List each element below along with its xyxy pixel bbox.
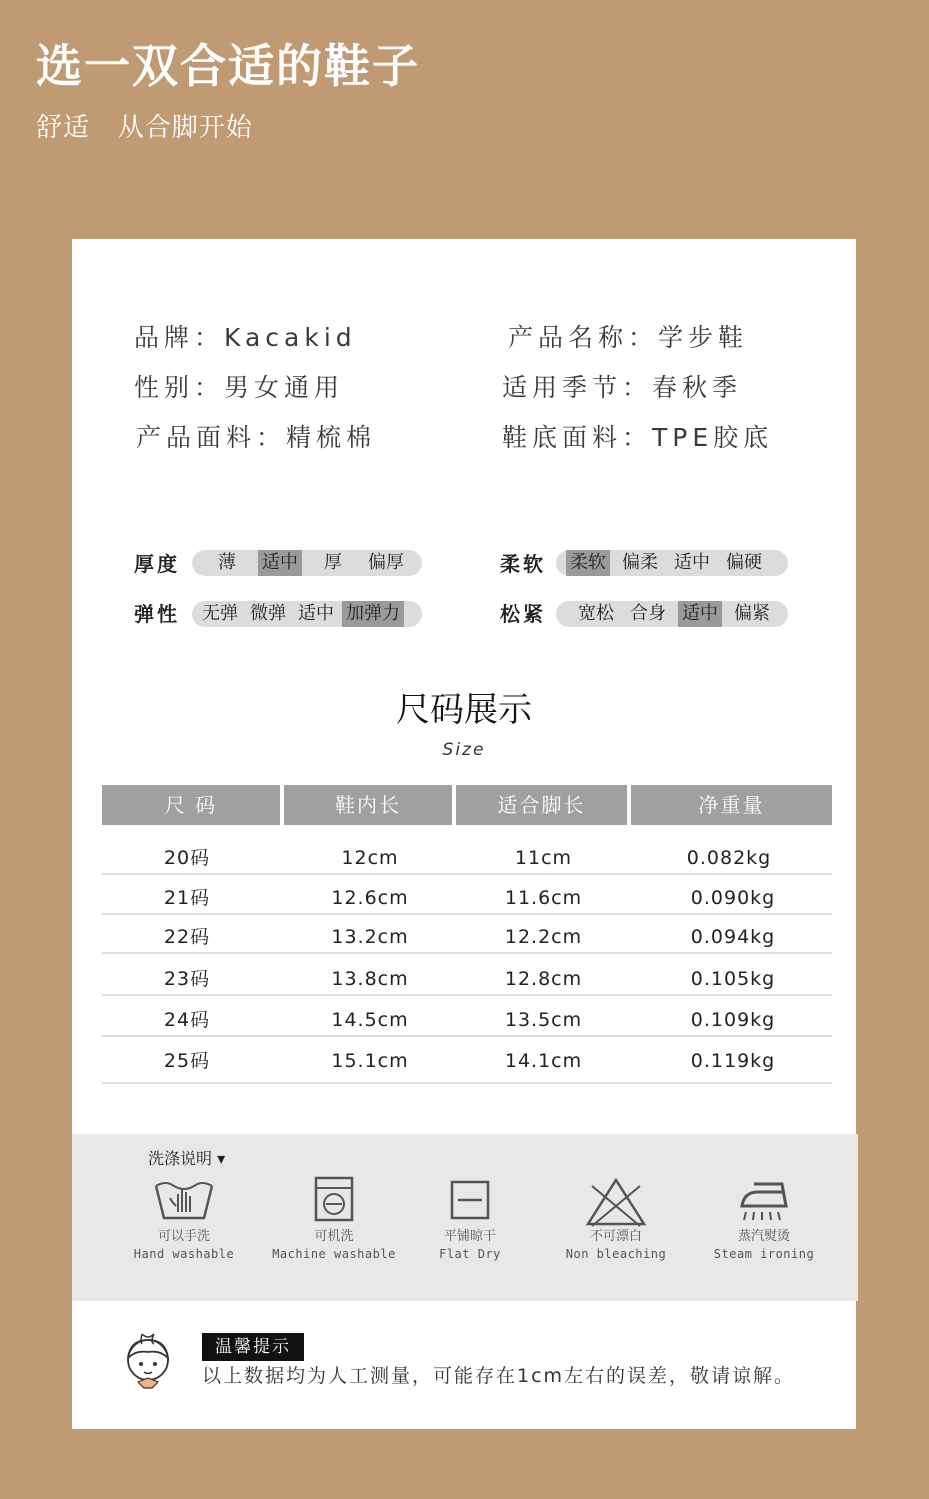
wash-item-machine [264,1176,404,1262]
cell-net-weight: 0.119kg [690,1050,776,1072]
table-row [102,1037,832,1084]
size-table-header [102,785,832,825]
attr-option-selected: 加弹力 [342,601,404,627]
attr-option: 合身 [630,603,666,624]
notice-text: 以上数据均为人工测量，可能存在1cm左右的误差，敬请谅解。 [202,1365,796,1387]
cell-inner-length: 14.5cm [331,1009,409,1031]
wash-label-cn: 可以手洗 [157,1229,210,1244]
attr-option-selected: 柔软 [566,550,610,576]
wash-item-steam-iron [694,1176,834,1262]
no-bleach-icon [584,1176,648,1228]
attr-option: 无弹 [202,603,238,624]
info-product-name [508,323,748,353]
info-value: TPE胶底 [652,423,774,452]
info-value: 男女通用 [224,373,345,402]
info-value: 精梳棉 [286,423,377,452]
cell-inner-length: 13.2cm [331,926,409,948]
header-net-weight: 净重量 [631,785,832,825]
wash-item-no-bleach [546,1176,686,1262]
info-label: 适用季节： [502,373,653,402]
attr-option: 适中 [674,552,710,573]
hero-title: 选一双合适的鞋子 [36,39,420,93]
table-row [102,954,832,996]
wash-label-en: Non bleaching [565,1247,667,1261]
size-section-subtitle: Size [442,740,486,760]
cell-foot-length: 12.2cm [504,926,583,948]
wash-label-cn: 蒸汽熨烫 [737,1229,790,1244]
hand-wash-icon [152,1176,216,1222]
attr-pill-thickness [192,550,422,576]
hero-subtitle: 舒适 从合脚开始 [36,113,253,143]
cell-inner-length: 13.8cm [331,968,409,990]
attr-pill-softness [556,550,788,576]
attr-option: 薄 [218,552,236,573]
attr-option: 厚 [324,552,342,573]
attr-option-selected: 适中 [678,601,722,627]
wash-panel [72,1134,858,1301]
cell-size: 22码 [163,926,211,948]
machine-wash-icon [302,1176,366,1222]
info-value: 春秋季 [652,373,743,402]
info-value: 学步鞋 [658,323,749,352]
cell-net-weight: 0.082kg [686,847,772,869]
wash-item-hand [114,1176,254,1262]
cell-size: 25码 [163,1050,211,1072]
info-label: 性别： [134,373,225,402]
cell-net-weight: 0.105kg [690,968,776,990]
attr-option: 适中 [298,603,334,624]
attr-option: 偏柔 [622,552,658,573]
wash-label-cn: 可机洗 [314,1229,354,1244]
info-fabric [136,423,376,453]
table-row [102,835,832,875]
cell-net-weight: 0.094kg [690,926,776,948]
table-row [102,915,832,954]
cell-net-weight: 0.090kg [690,887,776,909]
info-label: 品牌： [134,323,225,352]
header-size: 尺 码 [102,785,280,825]
cell-size: 23码 [163,968,211,990]
cell-size: 24码 [163,1009,211,1031]
cell-foot-length: 11cm [514,847,573,869]
cell-foot-length: 13.5cm [504,1009,583,1031]
cell-inner-length: 12cm [341,847,399,869]
wash-title: 洗涤说明 ▾ [148,1149,226,1168]
attr-pill-elasticity [192,601,422,627]
info-label: 产品面料： [136,423,287,452]
info-gender [134,373,344,403]
cell-size: 21码 [163,887,211,909]
header-inner-length: 鞋内长 [284,785,452,825]
cell-inner-length: 12.6cm [331,887,409,909]
wash-label-en: Hand washable [133,1247,235,1261]
cell-foot-length: 11.6cm [504,887,583,909]
wash-label-en: Steam ironing [713,1247,815,1261]
notice-badge: 温馨提示 [202,1333,304,1361]
wash-item-flat-dry [400,1176,540,1262]
info-sole [502,423,773,453]
cell-inner-length: 15.1cm [331,1050,409,1072]
wash-label-en: Flat Dry [439,1247,501,1261]
girl-avatar-icon [120,1328,176,1392]
attr-label-elasticity: 弹性 [134,602,180,626]
attr-pill-fit [556,601,788,627]
cell-foot-length: 14.1cm [504,1050,583,1072]
wash-label-cn: 平铺晾干 [443,1229,496,1244]
size-section-title: 尺码展示 [396,690,532,730]
steam-iron-icon [732,1176,796,1222]
header-foot-length: 适合脚长 [456,785,627,825]
cell-size: 20码 [163,847,211,869]
attr-label-thickness: 厚度 [134,552,180,576]
info-season [502,373,742,403]
wash-label-en: Machine washable [272,1247,396,1261]
info-label: 产品名称： [508,323,659,352]
table-row [102,875,832,915]
cell-foot-length: 12.8cm [504,968,583,990]
info-brand [134,323,357,353]
info-value: Kacakid [224,323,357,352]
table-row [102,996,832,1037]
cell-net-weight: 0.109kg [690,1009,776,1031]
wash-label-cn: 不可漂白 [589,1229,642,1244]
attr-label-fit: 松紧 [500,602,546,626]
attr-option: 偏厚 [368,552,404,573]
attr-option-selected: 适中 [258,550,302,576]
flat-dry-icon [438,1176,502,1222]
info-label: 鞋底面料： [502,423,653,452]
attr-option: 偏紧 [734,603,770,624]
attr-option: 微弹 [250,603,286,624]
attr-label-softness: 柔软 [500,552,546,576]
attr-option: 宽松 [578,603,614,624]
attr-option: 偏硬 [726,552,762,573]
